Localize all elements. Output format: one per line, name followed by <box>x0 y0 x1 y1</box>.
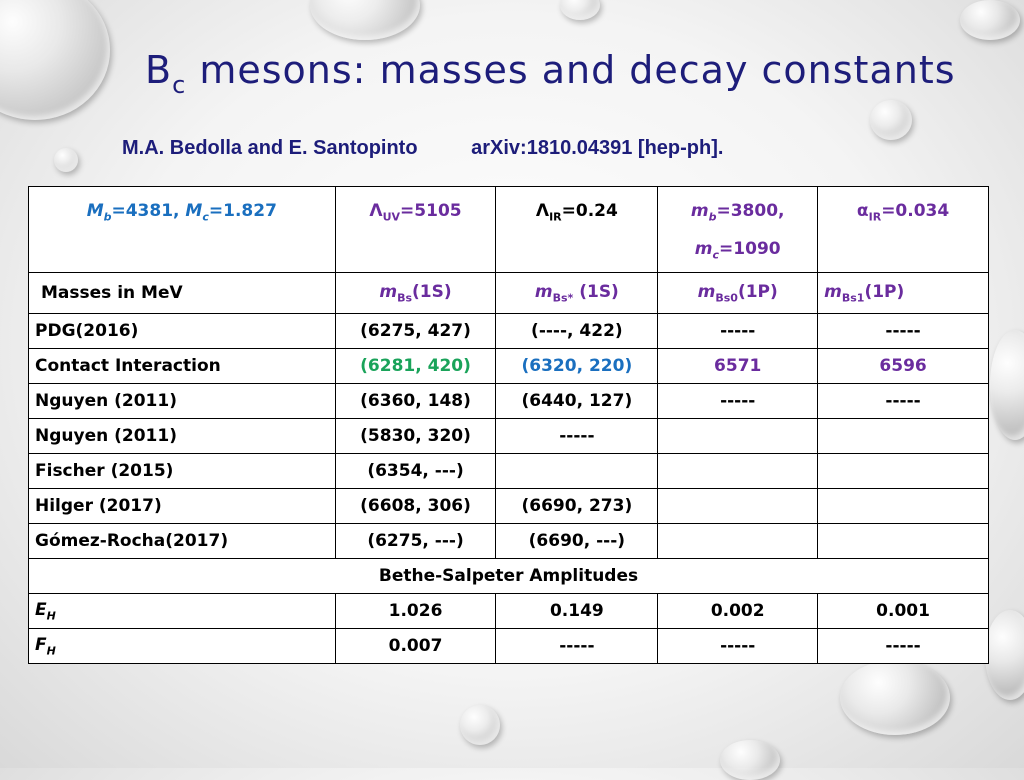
cell: (6608, 306) <box>335 488 496 523</box>
cell: ----- <box>818 383 989 418</box>
water-drop-decoration <box>720 740 780 780</box>
row-label: Contact Interaction <box>29 348 336 383</box>
cell: (6440, 127) <box>496 383 658 418</box>
water-drop-decoration <box>54 148 78 172</box>
cell: (6360, 148) <box>335 383 496 418</box>
header-mBs-1S: $m_{Bs}(1S)$ <box>335 272 496 313</box>
table-row <box>29 628 989 663</box>
table-row <box>29 523 989 558</box>
param-mb-mc: $m_b=3800$, $m_c=1090$ <box>658 187 818 273</box>
cell <box>818 523 989 558</box>
water-drop-decoration <box>990 330 1024 440</box>
cell: 1.026 <box>335 593 496 628</box>
row-label-FH: $F_H$ <box>29 628 336 663</box>
table-row <box>29 418 989 453</box>
arxiv-reference: arXiv:1810.04391 [hep-ph]. <box>471 137 724 159</box>
cell: 0.001 <box>818 593 989 628</box>
cell: ----- <box>496 418 658 453</box>
cell: ----- <box>818 313 989 348</box>
column-header-row <box>29 272 989 313</box>
cell: (6275, 427) <box>335 313 496 348</box>
row-label: Fischer (2015) <box>29 453 336 488</box>
cell: (6275, ---) <box>335 523 496 558</box>
water-drop-decoration <box>985 610 1024 700</box>
cell: 6596 <box>818 348 989 383</box>
cell: (6320, 220) <box>496 348 658 383</box>
cell: ----- <box>496 628 658 663</box>
water-drop-decoration <box>960 0 1020 40</box>
param-lambda-ir: $\Lambda_{IR}=0.24$ <box>496 187 658 273</box>
water-drop-decoration <box>460 705 500 745</box>
cell <box>658 488 818 523</box>
row-label-EH: $E_H$ <box>29 593 336 628</box>
cell: (----, 422) <box>496 313 658 348</box>
table-row <box>29 593 989 628</box>
param-alpha-ir: $\alpha_{IR}=0.034$ <box>818 187 989 273</box>
cell: 0.002 <box>658 593 818 628</box>
cell: 0.149 <box>496 593 658 628</box>
water-drop-decoration <box>310 0 420 40</box>
cell: ----- <box>658 383 818 418</box>
row-label: Nguyen (2011) <box>29 383 336 418</box>
slide-title: $B_c$ mesons: masses and decay constants <box>145 48 956 99</box>
cell: ----- <box>818 628 989 663</box>
bsa-heading-row <box>29 558 989 593</box>
param-lambda-uv: $\Lambda_{UV}=5105$ <box>335 187 496 273</box>
row-label: Gómez-Rocha(2017) <box>29 523 336 558</box>
bsa-heading: Bethe-Salpeter Amplitudes <box>29 558 989 593</box>
masses-header: Masses in MeV <box>29 272 336 313</box>
header-mBsstar-1S: $m_{Bs*}$ (1S) <box>496 272 658 313</box>
cell: (6690, 273) <box>496 488 658 523</box>
cell <box>818 453 989 488</box>
row-label: Hilger (2017) <box>29 488 336 523</box>
cell: ----- <box>658 628 818 663</box>
water-drop-decoration <box>870 100 912 140</box>
table-row <box>29 313 989 348</box>
authors: M.A. Bedolla and E. Santopinto <box>122 137 418 159</box>
parameter-row <box>29 187 989 273</box>
table-row <box>29 383 989 418</box>
water-drop-decoration <box>0 0 110 120</box>
cell <box>818 418 989 453</box>
meson-data-table <box>28 186 989 664</box>
table-row <box>29 348 989 383</box>
table-row <box>29 488 989 523</box>
cell <box>818 488 989 523</box>
cell: ----- <box>658 313 818 348</box>
table-row <box>29 453 989 488</box>
cell <box>658 453 818 488</box>
cell <box>658 523 818 558</box>
header-mBs1-1P: $m_{Bs1}(1P)$ <box>818 272 989 313</box>
row-label: PDG(2016) <box>29 313 336 348</box>
param-Mb-Mc: $M_b=4381$, $M_c=1.827$ <box>29 187 336 273</box>
cell <box>496 453 658 488</box>
cell: 0.007 <box>335 628 496 663</box>
cell <box>658 418 818 453</box>
citation-line <box>122 137 723 160</box>
cell: (6354, ---) <box>335 453 496 488</box>
water-drop-decoration <box>840 660 950 735</box>
water-drop-decoration <box>560 0 600 20</box>
cell: (6281, 420) <box>335 348 496 383</box>
cell: 6571 <box>658 348 818 383</box>
cell: (5830, 320) <box>335 418 496 453</box>
cell: (6690, ---) <box>496 523 658 558</box>
row-label: Nguyen (2011) <box>29 418 336 453</box>
header-mBs0-1P: $m_{Bs0}(1P)$ <box>658 272 818 313</box>
